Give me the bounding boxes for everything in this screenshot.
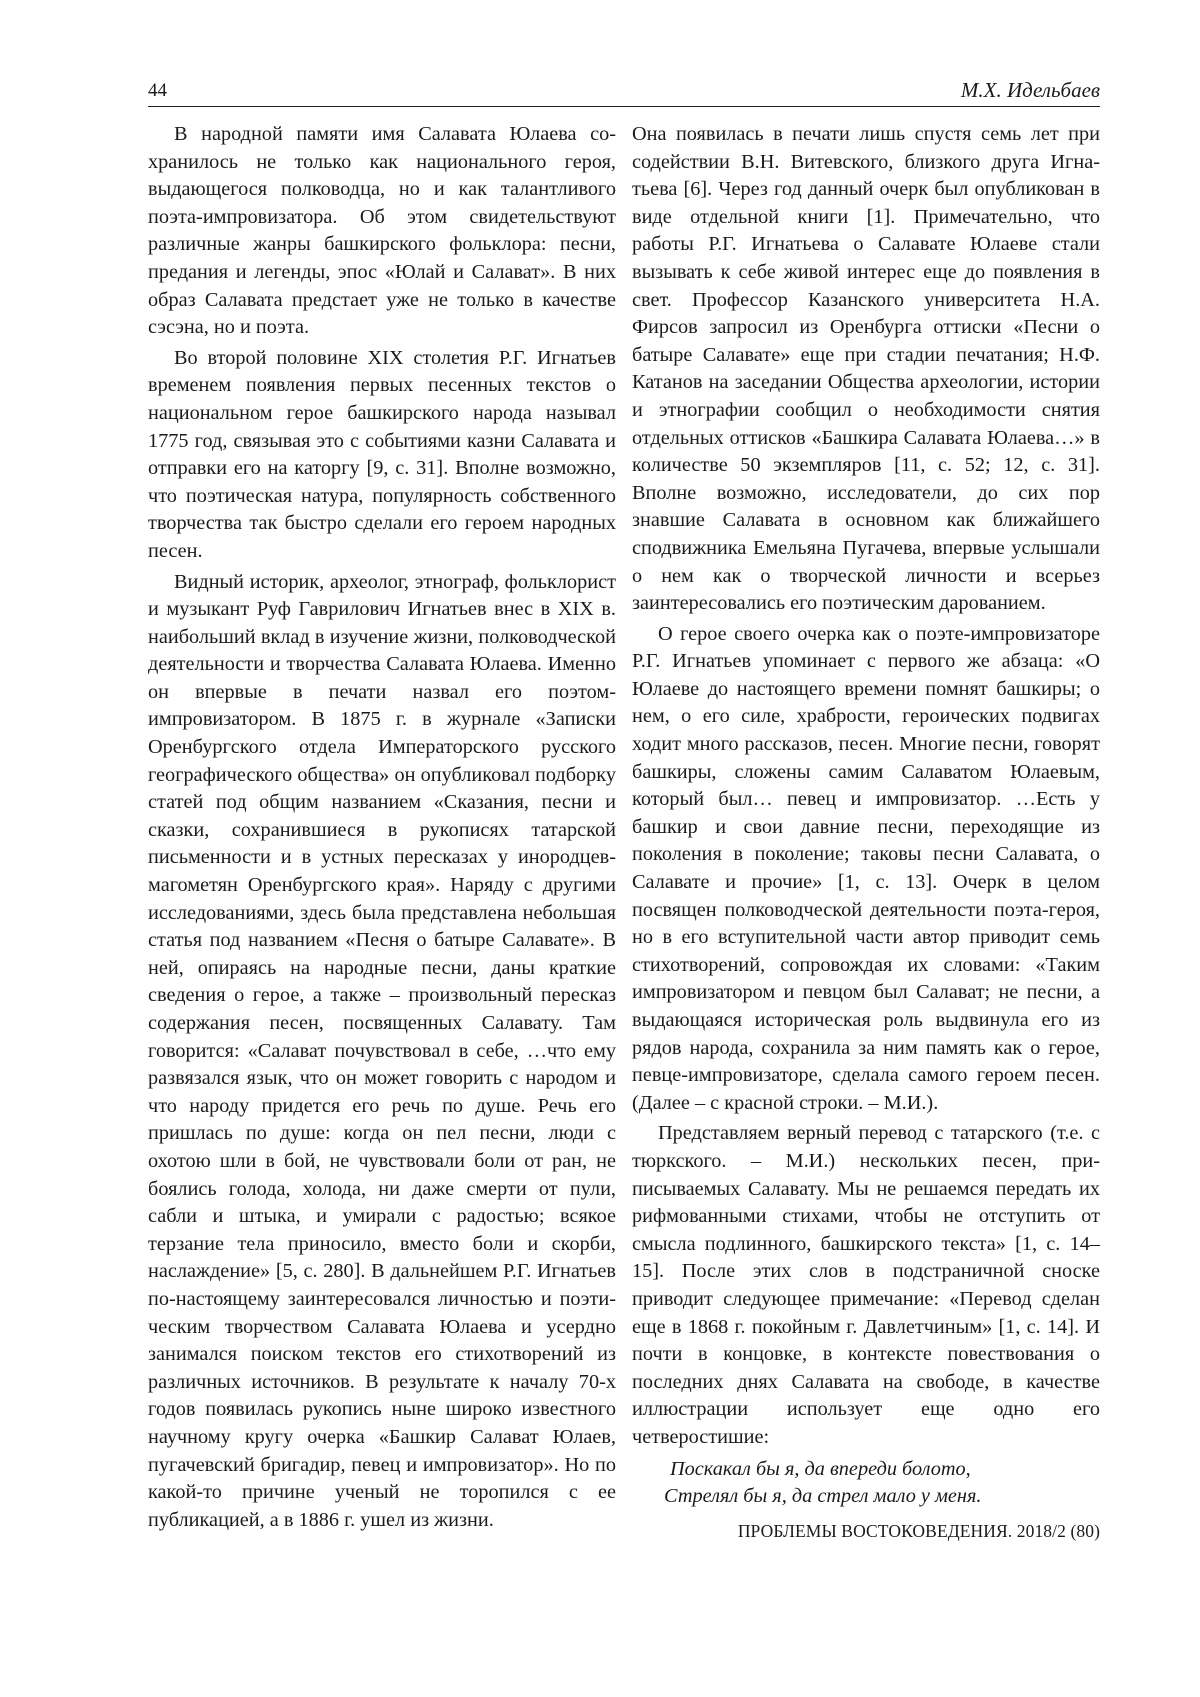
running-title-author: М.Х. Идельбаев (960, 78, 1100, 102)
left-text-column (148, 121, 616, 1537)
verse-quote (632, 1456, 1100, 1511)
paragraph: Во второй половине XIX столетия Р.Г. Игнатьев временем появления первых песенных текстов о национальном герое башкирского народа называл 1775 год, связывая это с событиями казни Салавата и отправки его на каторгу [9, с. 31]. Вполне возможно, что поэтическая натура, популярность собственного творчества так быстро сделали его героем народных песен. (148, 346, 616, 562)
paragraph: Она появилась в печати лишь спустя семь лет при содействии В.Н. Витевского, близкого друга Игнатьева [6]. Через год данный очерк был опубликован в виде отдельной книги [1]. Примечательно, что работы Р.Г. Игнатьева о Салавате Юлаеве стали вызывать к себе живой интерес еще до появления в свет. Профессор Казанского университета Н.А. Фирсов запросил из Оренбурга оттиски «Песни о батыре Салавате» еще при стадии печатания; Н.Ф. Катанов на заседании Общества археологии, истории и этнографии сообщил о необходимости снятия отдельных оттисков «Башкира Салавата Юлаева…» в количестве 50 экземпляров [11, с. 52; 12, с. 31]. Вполне возможно, исследователи, до сих пор знавшие Салавата в основном как ближайшего сподвижника Емельяна Пугачева, впервые услышали о нем как о творческой личности и всерьез заинтересовались его поэтическим дарованием. (632, 123, 1100, 615)
right-text-column (632, 121, 1100, 1511)
paragraph: Видный историк, археолог, этнограф, фольклорист и музыкант Руф Гаврилович Игнатьев внес в XIX в. наибольший вклад в изучение жизни, полководческой деятельности и творчества Салавата Юлаева. Именно он впервые в печати назвал его поэтом-импровизатором. В 1875 г. в журнале «Записки Оренбургского отдела Императорского русского географического общества» он опубликовал подборку статей под общим названием «Сказания, песни и сказки, сохранившиеся в рукописях татарской письменности и в устных пересказах у инородцев-магометян Оренбургского края». Наряду с другими исследованиями, здесь была представлена небольшая статья под названием «Песня о батыре Салавате». В ней, опираясь на народные песни, даны краткие сведения о герое, а также – произвольный пересказ содержания песен, посвященных Салавату. Там говорится: «Салават почувствовал в себе, …что ему развязался язык, что он может говорить с народом и что народу придется его речь по душе. Речь его пришлась по душе: когда он пел песни, люди с охотою шли в бой, не чувствовали боли от ран, не боялись голода, холода, ни даже смерти от пули, сабли и штыка, и умирали с радостью; всякое терзание тела приносило, вместо боли и скорби, наслаждение» [5, с. 280]. В дальнейшем Р.Г. Игнатьев по-настоящему заинтересовался личностью и поэтическим творчеством Салавата Юлаева и усердно занимался поиском текстов его стихотворений из различных источников. В результате к началу 70-х годов появилась рукопись ныне широко известного научному кругу очерка «Башкир Салават Юлаев, пугачевский бригадир, певец и импровизатор». Но по какой-то причине ученый не торопился с ее публикацией, а в 1886 г. ушел из жизни. (148, 570, 616, 1531)
paragraph: В народной памяти имя Салавата Юлаева сохранилось не только как национального героя, выдающегося полководца, но и как талантливого поэта-импровизатора. Об этом свидетельствуют различные жанры башкирского фольклора: песни, предания и легенды, эпос «Юлай и Салават». В них образ Салавата предстает уже не только в качестве сэсэна, но и поэта. (148, 123, 616, 339)
journal-footer: ПРОБЛЕМЫ ВОСТОКОВЕДЕНИЯ. 2018/2 (80) (737, 1521, 1100, 1541)
page-header (148, 76, 1100, 107)
paragraph: Представляем верный перевод с татарского (т.е. с тюркского. – М.И.) нескольких песен, приписываемых Салавату. Мы не решаемся передать их рифмованными стихами, чтобы не отступить от смысла подлинного, башкирского текста» [1, с. 14–15]. После этих слов в подстраничной сноске приводит следующее примечание: «Перевод сделан еще в 1868 г. покойным г. Давлетчиным» [1, с. 14]. И почти в концовке, в контексте повествования о последних днях Салавата на свободе, в качестве иллюстрации использует еще одно его четверостишие: (632, 1122, 1100, 1448)
verse-line: Поскакал бы я, да впереди болото, (670, 1457, 971, 1480)
page-number: 44 (148, 80, 167, 101)
paragraph: О герое своего очерка как о поэте-импровизаторе Р.Г. Игнатьев упоминает с первого же абзаца: «О Юлаеве до настоящего времени помнят башкиры; о нем, о его силе, храбрости, героических подвигах ходит много рассказов, песен. Многие песни, говорят башкиры, сложены самим Салаватом Юлаевым, который был… певец и импровизатор. …Есть у башкир и свои давние песни, переходящие из поколения в поколение; таковы песни Салавата, о Салавате и прочие» [1, с. 13]. Очерк в целом посвящен полководческой деятельности поэта-героя, но в его вступительной части автор приводит семь стихотворений, сопровождая их словами: «Таким импровизатором и певцом был Салават; не песни, а выдающаяся историческая роль выдвинула его из рядов народа, сохранила за ним память как о герое, певце-импровизаторе, сделала самого героем песен. (Далее – с красной строки. – М.И.). (632, 622, 1100, 1114)
verse-line: Стрелял бы я, да стрел мало у меня. (664, 1485, 982, 1508)
